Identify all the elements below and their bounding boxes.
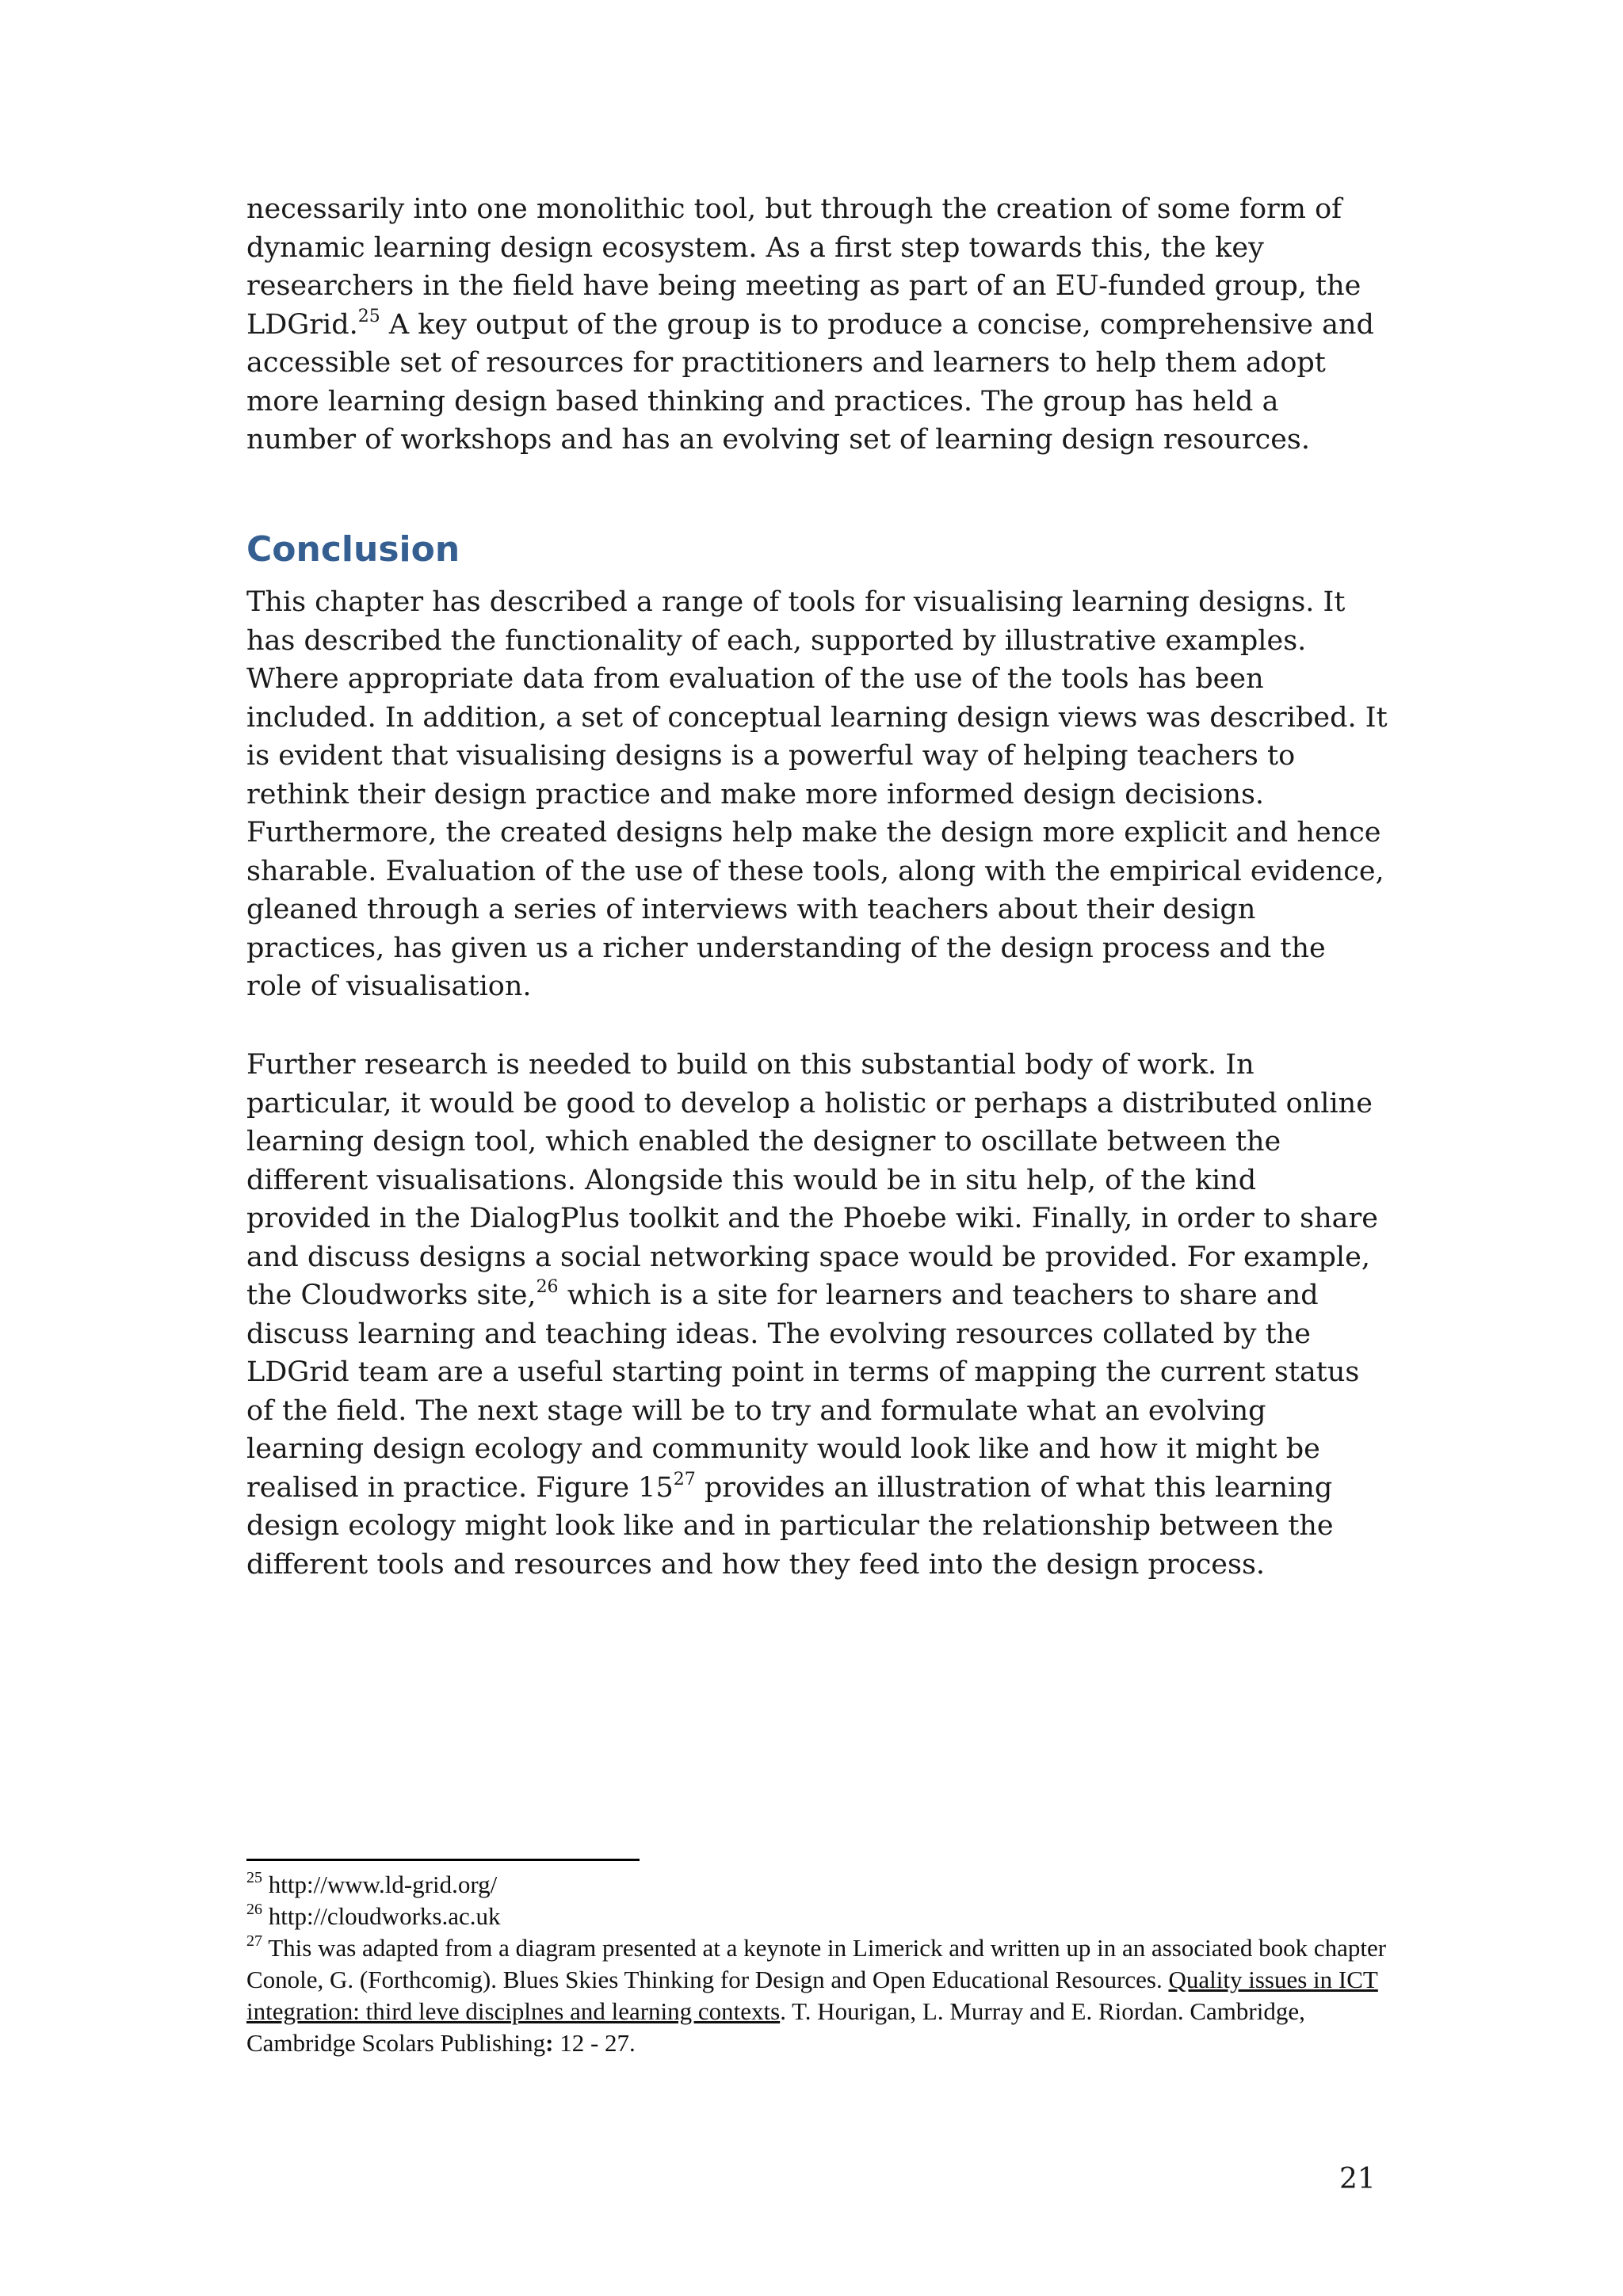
paragraph-ecosystem <box>246 190 1388 460</box>
footnote-pages: 12 - 27. <box>553 2029 636 2057</box>
paragraph-text: provides an illustration of what this learning design ecology might look like and in particular the relationship between the different tools and resources and how they feed into the design process. <box>246 1471 1334 1581</box>
footnote-text: This was adapted from a diagram presented at a keynote in Limerick and written up in an associated book chapter Conole, G. (Forthcomig). Blues Skies Thinking for Design and Open Educational Resources. <box>246 1934 1387 1993</box>
footnote-ref-27[interactable]: 27 <box>673 1469 696 1489</box>
footnote-colon: : <box>545 2029 554 2057</box>
footnote-ref-25[interactable]: 25 <box>357 306 380 326</box>
footnote-27 <box>246 1932 1388 2059</box>
paragraph-further-research <box>246 1046 1388 1584</box>
footnote-link[interactable]: http://cloudworks.ac.uk <box>262 1902 501 1930</box>
paragraph-text: Further research is needed to build on this substantial body of work. In particular, it would be good to develop a holistic or perhaps a distributed online learning design tool, which enabled the designer to oscillate between the different visualisations. Alongside this would be in situ help, of the kind provided in the DialogPlus toolkit and the Phoebe wiki. Finally, in order to share and discuss designs a social networking space would be provided. For example, the Cloudworks site, <box>246 1049 1378 1311</box>
page-number: 21 <box>1339 2163 1376 2195</box>
footnote-25 <box>246 1869 1388 1901</box>
footnote-separator <box>246 1859 640 1861</box>
footnote-ref-26[interactable]: 26 <box>536 1277 559 1298</box>
footnote-number: 25 <box>246 1868 262 1886</box>
footnotes-section <box>246 1859 1388 2059</box>
paragraph-text: which is a site for learners and teachers to share and discuss learning and teaching ideas. The evolving resources collated by the LDGrid team are a useful starting point in terms of mapping the current status of the field. The next stage will be to try and formulate what an evolving learning design ecology and community would look like and how it might be realised in practice. Figure 15 <box>246 1280 1360 1504</box>
section-heading-conclusion: Conclusion <box>246 529 460 570</box>
footnote-book-title: Quality issues in ICT integration: third leve disciplnes and learning contexts <box>246 1966 1378 2025</box>
footnote-text: . T. Hourigan, L. Murray and E. Riordan. Cambridge, Cambridge Scolars Publishing <box>246 1997 1305 2057</box>
paragraph-text: necessarily into one monolithic tool, but through the creation of some form of dynamic learning design ecosystem. As a first step towards this, the key researchers in the field have being meeting as part of an EU-funded group, the LDGrid. <box>246 193 1361 341</box>
footnote-number: 26 <box>246 1900 262 1918</box>
footnote-26 <box>246 1901 1388 1932</box>
paragraph-text: A key output of the group is to produce a concise, comprehensive and accessible set of resources for practitioners and learners to help them adopt more learning design based thinking and practices. The group has held a number of workshops and has an evolving set of learning design resources. <box>246 308 1374 456</box>
footnote-number: 27 <box>246 1932 262 1950</box>
paragraph-conclusion: This chapter has described a range of tools for visualising learning designs. It has described the functionality of each, supported by illustrative examples. Where appropriate data from evaluation of the use of the tools has been included. In addition, a set of conceptual learning design views was described. It is evident that visualising designs is a powerful way of helping teachers to rethink their design practice and make more informed design decisions. Furthermore, the created designs help make the design more explicit and hence sharable. Evaluation of the use of these tools, along with the empirical evidence, gleaned through a series of interviews with teachers about their design practices, has given us a richer understanding of the design process and the role of visualisation. <box>246 586 1388 1002</box>
footnote-link[interactable]: http://www.ld-grid.org/ <box>262 1871 498 1898</box>
